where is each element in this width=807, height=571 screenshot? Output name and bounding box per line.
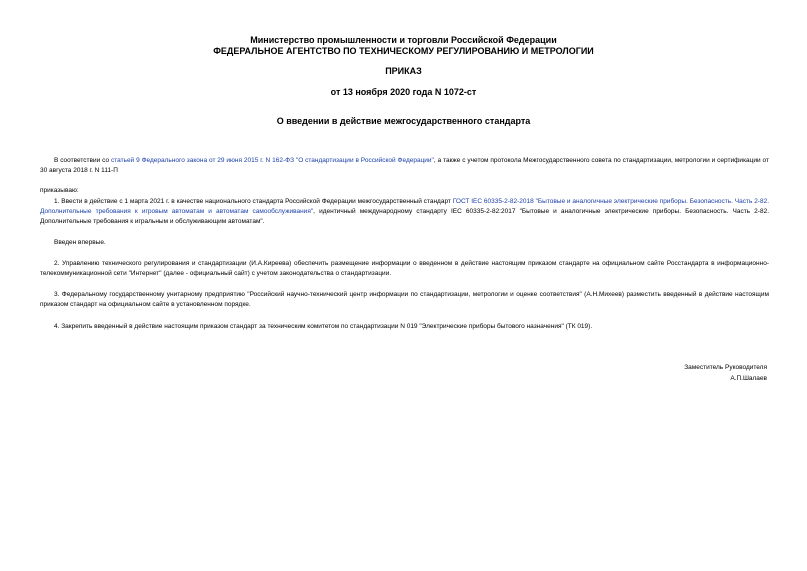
signatory-name: А.П.Шалаев — [730, 375, 767, 382]
federal-law-link[interactable]: статьей 9 Федерального закона от 29 июня 2015 г. N 162-ФЗ "О стандартизации в Российской Федерации" — [110, 157, 434, 164]
item-3-paragraph: 3. Федеральному государственному унитарному предприятию "Российский научно-технический центр информации по стандартизации, метрологии и оценке соответствия" (А.Н.Михеев) разместить введенный в действие настоящим приказом стандарт на официальном сайте в установленном порядке. — [40, 291, 769, 308]
signatory-position: Заместитель Руководителя — [684, 364, 767, 371]
date-number: от 13 ноября 2020 года N 1072-ст — [330, 87, 477, 97]
gost-standard-link[interactable]: ГОСТ IEC 60335-2-82-2018 "Бытовые и аналогичные электрические приборы. Безопасность. Часть 2-82. Дополнительные требования к игровым автоматам и автоматам самообслуживания" — [40, 198, 770, 215]
item-4-paragraph: 4. Закрепить введенный в действие настоящим приказом стандарт за техническим комитетом по стандартизации N 019 "Электрические приборы бытового назначения" (ТК 019). — [54, 323, 593, 330]
doc-type-title: ПРИКАЗ — [385, 66, 422, 76]
item-1-text-before: 1. Ввести в действие с 1 марта 2021 г. в качестве национального стандарта Российской Федерации межгосударственный стандарт — [54, 198, 453, 205]
agency-title: ФЕДЕРАЛЬНОЕ АГЕНТСТВО ПО ТЕХНИЧЕСКОМУ РЕГУЛИРОВАНИЮ И МЕТРОЛОГИИ — [213, 46, 594, 56]
introduced-first-note: Введен впервые. — [54, 239, 106, 246]
ministry-title: Министерство промышленности и торговли Российской Федерации — [250, 35, 557, 45]
item-2-paragraph: 2. Управлению технического регулирования и стандартизации (И.А.Киреева) обеспечить размещение информации о введенном в действие настоящим приказом стандарте на официальном сайте Росстандарта в информационно-телекоммуникационной сети "Интернет" (далее - официальный сайт) с учетом законодательства о стандартизации. — [40, 260, 769, 277]
preamble-paragraph — [40, 156, 769, 176]
order-subject: О введении в действие межгосударственного стандарта — [276, 116, 531, 126]
preamble-text-before: В соответствии со — [54, 157, 111, 164]
item-1-text-after: , идентичный международному стандарту IEC 60335-2-82:2017 "Бытовые и аналогичные электрические приборы. Безопасность. Часть 2-82. Дополнительные требования к игральным и обслуживающим автоматам". — [40, 208, 770, 225]
preamble-text-after: , а также с учетом протокола Межгосударственного совета по стандартизации, метрологии и сертификации от 30 августа 2018 г. N 111-П — [40, 157, 769, 174]
item-1-paragraph — [40, 197, 769, 227]
orders-line: приказываю: — [40, 187, 79, 194]
